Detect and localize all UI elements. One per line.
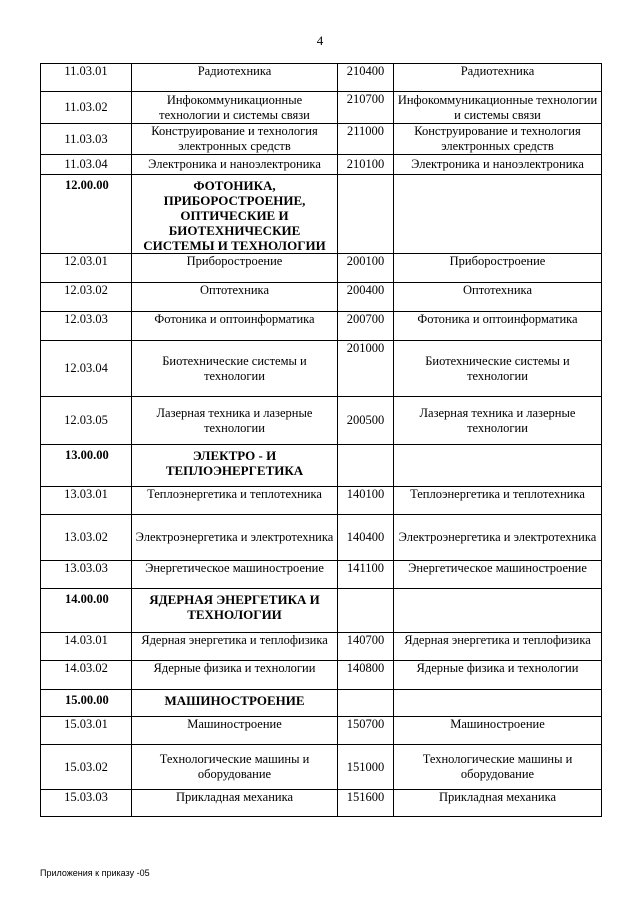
group-name-cell: ЯДЕРНАЯ ЭНЕРГЕТИКА И ТЕХНОЛОГИИ: [132, 589, 338, 633]
name-cell: Оптотехника: [132, 283, 338, 312]
specialties-table: [40, 63, 602, 817]
old-name-cell: Инфокоммуникационные технологии и системы связи: [394, 92, 602, 124]
table-row: [41, 717, 602, 745]
code-cell: 13.03.01: [41, 487, 132, 515]
code-cell: 14.03.01: [41, 633, 132, 661]
name-cell: Лазерная техника и лазерные технологии: [132, 397, 338, 445]
table-row: [41, 341, 602, 397]
code-cell: 11.03.04: [41, 155, 132, 175]
code-cell: 12.03.05: [41, 397, 132, 445]
old-name-cell: Ядерные физика и технологии: [394, 661, 602, 690]
code-cell: 11.03.01: [41, 64, 132, 92]
old-code-cell: 150700: [338, 717, 394, 745]
name-cell: Энергетическое машиностроение: [132, 561, 338, 589]
table-row: [41, 254, 602, 283]
old-code-cell: 211000: [338, 124, 394, 155]
old-name-cell: Оптотехника: [394, 283, 602, 312]
name-cell: Машиностроение: [132, 717, 338, 745]
group-row: [41, 445, 602, 487]
table-row: [41, 92, 602, 124]
table-row: [41, 790, 602, 817]
table-row: [41, 745, 602, 790]
old-code-cell: 200500: [338, 397, 394, 445]
table-row: [41, 64, 602, 92]
empty-cell: [394, 589, 602, 633]
name-cell: Электроника и наноэлектроника: [132, 155, 338, 175]
name-cell: Ядерная энергетика и теплофизика: [132, 633, 338, 661]
table-row: [41, 515, 602, 561]
empty-cell: [338, 175, 394, 254]
old-code-cell: 200100: [338, 254, 394, 283]
old-name-cell: Конструирование и технология электронных средств: [394, 124, 602, 155]
name-cell: Теплоэнергетика и теплотехника: [132, 487, 338, 515]
old-code-cell: 140400: [338, 515, 394, 561]
empty-cell: [338, 589, 394, 633]
group-code-cell: 12.00.00: [41, 175, 132, 254]
empty-cell: [394, 445, 602, 487]
code-cell: 11.03.02: [41, 92, 132, 124]
group-code-cell: 13.00.00: [41, 445, 132, 487]
code-cell: 13.03.02: [41, 515, 132, 561]
old-code-cell: 200400: [338, 283, 394, 312]
group-code-cell: 15.00.00: [41, 690, 132, 717]
old-name-cell: Электроника и наноэлектроника: [394, 155, 602, 175]
old-name-cell: Теплоэнергетика и теплотехника: [394, 487, 602, 515]
old-name-cell: Радиотехника: [394, 64, 602, 92]
old-name-cell: Технологические машины и оборудование: [394, 745, 602, 790]
page-number: 4: [316, 33, 324, 48]
table-row: [41, 397, 602, 445]
footer-note: Приложения к приказу -05: [40, 868, 150, 878]
code-cell: 15.03.02: [41, 745, 132, 790]
table-row: [41, 487, 602, 515]
old-code-cell: 140700: [338, 633, 394, 661]
empty-cell: [394, 690, 602, 717]
name-cell: Фотоника и оптоинформатика: [132, 312, 338, 341]
table-row: [41, 561, 602, 589]
name-cell: Прикладная механика: [132, 790, 338, 817]
name-cell: Биотехнические системы и технологии: [132, 341, 338, 397]
name-cell: Инфокоммуникационные технологии и системы связи: [132, 92, 338, 124]
group-row: [41, 690, 602, 717]
group-name-cell: МАШИНОСТРОЕНИЕ: [132, 690, 338, 717]
old-code-cell: 210700: [338, 92, 394, 124]
old-name-cell: Прикладная механика: [394, 790, 602, 817]
old-code-cell: 140100: [338, 487, 394, 515]
old-name-cell: Фотоника и оптоинформатика: [394, 312, 602, 341]
code-cell: 15.03.03: [41, 790, 132, 817]
code-cell: 12.03.04: [41, 341, 132, 397]
old-name-cell: Биотехнические системы и технологии: [394, 341, 602, 397]
code-cell: 11.03.03: [41, 124, 132, 155]
old-name-cell: Лазерная техника и лазерные технологии: [394, 397, 602, 445]
old-code-cell: 151600: [338, 790, 394, 817]
old-name-cell: Машиностроение: [394, 717, 602, 745]
name-cell: Конструирование и технология электронных средств: [132, 124, 338, 155]
code-cell: 14.03.02: [41, 661, 132, 690]
code-cell: 15.03.01: [41, 717, 132, 745]
old-code-cell: 210400: [338, 64, 394, 92]
group-name-cell: ЭЛЕКТРО - И ТЕПЛОЭНЕРГЕТИКА: [132, 445, 338, 487]
group-row: [41, 175, 602, 254]
table-row: [41, 661, 602, 690]
code-cell: 12.03.03: [41, 312, 132, 341]
name-cell: Приборостроение: [132, 254, 338, 283]
old-code-cell: 201000: [338, 341, 394, 397]
table-row: [41, 124, 602, 155]
table-row: [41, 155, 602, 175]
name-cell: Электроэнергетика и электротехника: [132, 515, 338, 561]
old-code-cell: 141100: [338, 561, 394, 589]
code-cell: 12.03.01: [41, 254, 132, 283]
old-code-cell: 151000: [338, 745, 394, 790]
table-row: [41, 312, 602, 341]
code-cell: 12.03.02: [41, 283, 132, 312]
old-code-cell: 200700: [338, 312, 394, 341]
empty-cell: [338, 445, 394, 487]
group-row: [41, 589, 602, 633]
name-cell: Технологические машины и оборудование: [132, 745, 338, 790]
old-name-cell: Энергетическое машиностроение: [394, 561, 602, 589]
empty-cell: [394, 175, 602, 254]
name-cell: Ядерные физика и технологии: [132, 661, 338, 690]
old-code-cell: 210100: [338, 155, 394, 175]
group-name-cell: ФОТОНИКА, ПРИБОРОСТРОЕНИЕ, ОПТИЧЕСКИЕ И БИОТЕХНИЧЕСКИЕ СИСТЕМЫ И ТЕХНОЛОГИИ: [132, 175, 338, 254]
old-name-cell: Приборостроение: [394, 254, 602, 283]
old-code-cell: 140800: [338, 661, 394, 690]
old-name-cell: Электроэнергетика и электротехника: [394, 515, 602, 561]
group-code-cell: 14.00.00: [41, 589, 132, 633]
name-cell: Радиотехника: [132, 64, 338, 92]
old-name-cell: Ядерная энергетика и теплофизика: [394, 633, 602, 661]
empty-cell: [338, 690, 394, 717]
code-cell: 13.03.03: [41, 561, 132, 589]
table-row: [41, 283, 602, 312]
table-row: [41, 633, 602, 661]
